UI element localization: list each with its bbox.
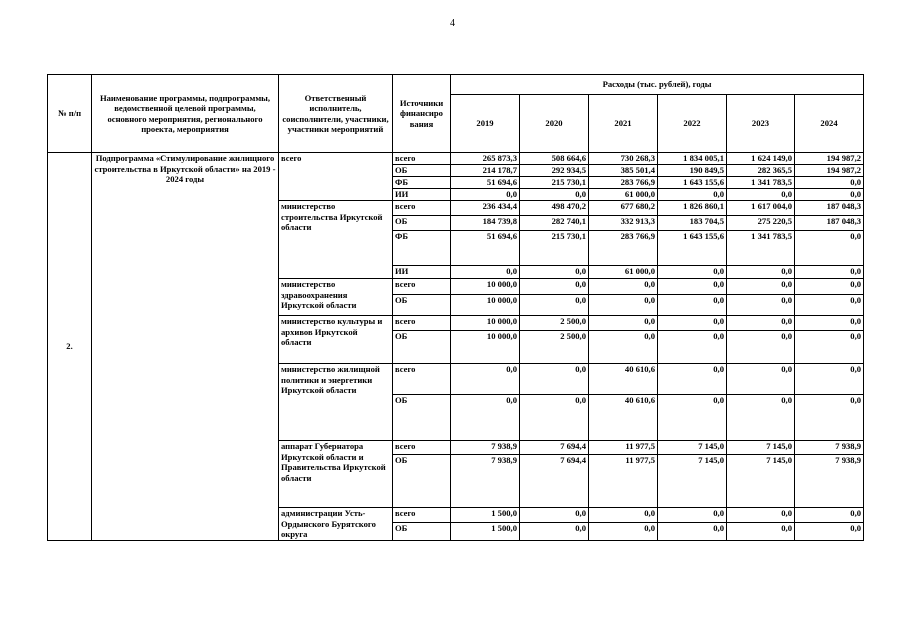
amount-cell: 40 610,6 — [589, 395, 658, 441]
amount-cell: 7 145,0 — [658, 441, 727, 455]
amount-cell: 183 704,5 — [658, 216, 727, 231]
executor-cell: всего — [279, 153, 393, 201]
source-cell: ОБ — [393, 295, 451, 316]
amount-cell: 0,0 — [451, 395, 520, 441]
amount-cell: 51 694,6 — [451, 177, 520, 189]
table-body — [48, 153, 864, 541]
source-cell: всего — [393, 153, 451, 165]
amount-cell: 215 730,1 — [520, 177, 589, 189]
budget-table — [47, 74, 864, 541]
amount-cell: 0,0 — [795, 331, 864, 364]
amount-cell: 282 740,1 — [520, 216, 589, 231]
amount-cell: 0,0 — [795, 395, 864, 441]
amount-cell: 0,0 — [589, 279, 658, 295]
source-cell: ОБ — [393, 331, 451, 364]
amount-cell: 190 849,5 — [658, 165, 727, 177]
amount-cell: 0,0 — [451, 266, 520, 279]
amount-cell: 275 220,5 — [727, 216, 795, 231]
amount-cell: 0,0 — [795, 316, 864, 331]
header-year: 2024 — [795, 95, 864, 153]
amount-cell: 0,0 — [520, 295, 589, 316]
header-executor: Ответственный исполнитель, соисполнители, участники, участники мероприятий — [279, 75, 393, 153]
amount-cell: 1 341 783,5 — [727, 177, 795, 189]
table-row — [48, 153, 864, 165]
amount-cell: 51 694,6 — [451, 231, 520, 266]
amount-cell: 282 365,5 — [727, 165, 795, 177]
amount-cell: 1 834 005,1 — [658, 153, 727, 165]
amount-cell: 187 048,3 — [795, 201, 864, 216]
header-number: № п/п — [48, 75, 92, 153]
amount-cell: 0,0 — [451, 364, 520, 395]
amount-cell: 61 000,0 — [589, 266, 658, 279]
executor-cell: министерство жилищной политики и энергетики Иркутской области — [279, 364, 393, 441]
header-year: 2020 — [520, 95, 589, 153]
amount-cell: 7 938,9 — [795, 441, 864, 455]
amount-cell: 0,0 — [795, 523, 864, 540]
amount-cell: 0,0 — [658, 189, 727, 201]
amount-cell: 0,0 — [589, 295, 658, 316]
amount-cell: 7 694,4 — [520, 441, 589, 455]
amount-cell: 0,0 — [727, 295, 795, 316]
amount-cell: 0,0 — [658, 295, 727, 316]
row-number: 2. — [48, 153, 92, 541]
amount-cell: 1 643 155,6 — [658, 231, 727, 266]
amount-cell: 11 977,5 — [589, 441, 658, 455]
amount-cell: 10 000,0 — [451, 279, 520, 295]
amount-cell: 0,0 — [727, 523, 795, 540]
header-expenses: Расходы (тыс. рублей), годы — [451, 75, 864, 95]
executor-cell: министерство здравоохранения Иркутской области — [279, 279, 393, 316]
amount-cell: 187 048,3 — [795, 216, 864, 231]
executor-cell: аппарат Губернатора Иркутской области и Правительства Иркутской области — [279, 441, 393, 508]
amount-cell: 10 000,0 — [451, 331, 520, 364]
executor-cell: министерство строительства Иркутской области — [279, 201, 393, 279]
amount-cell: 0,0 — [520, 189, 589, 201]
amount-cell: 1 500,0 — [451, 508, 520, 523]
page-number: 4 — [450, 18, 455, 29]
amount-cell: 1 341 783,5 — [727, 231, 795, 266]
amount-cell: 292 934,5 — [520, 165, 589, 177]
amount-cell: 2 500,0 — [520, 331, 589, 364]
amount-cell: 0,0 — [658, 316, 727, 331]
amount-cell: 1 624 149,0 — [727, 153, 795, 165]
amount-cell: 0,0 — [589, 316, 658, 331]
header-year: 2019 — [451, 95, 520, 153]
amount-cell: 10 000,0 — [451, 295, 520, 316]
amount-cell: 0,0 — [520, 395, 589, 441]
amount-cell: 0,0 — [727, 395, 795, 441]
amount-cell: 11 977,5 — [589, 455, 658, 508]
amount-cell: 0,0 — [520, 523, 589, 540]
amount-cell: 7 145,0 — [727, 455, 795, 508]
header-name: Наименование программы, подпрограммы, ведомственной целевой программы, основного мероприятия, регионального проекта, мероприятия — [92, 75, 279, 153]
amount-cell: 1 826 860,1 — [658, 201, 727, 216]
source-cell: ФБ — [393, 177, 451, 189]
amount-cell: 0,0 — [589, 508, 658, 523]
amount-cell: 498 470,2 — [520, 201, 589, 216]
source-cell: всего — [393, 201, 451, 216]
source-cell: всего — [393, 441, 451, 455]
executor-cell: администрации Усть-Ордынского Бурятского округа — [279, 508, 393, 541]
amount-cell: 2 500,0 — [520, 316, 589, 331]
amount-cell: 0,0 — [727, 189, 795, 201]
header-year: 2021 — [589, 95, 658, 153]
amount-cell: 0,0 — [451, 189, 520, 201]
header-sources: Источники финансиро вания — [393, 75, 451, 153]
source-cell: всего — [393, 364, 451, 395]
amount-cell: 0,0 — [795, 295, 864, 316]
amount-cell: 0,0 — [658, 266, 727, 279]
amount-cell: 194 987,2 — [795, 165, 864, 177]
amount-cell: 0,0 — [520, 266, 589, 279]
amount-cell: 730 268,3 — [589, 153, 658, 165]
source-cell: всего — [393, 316, 451, 331]
amount-cell: 0,0 — [589, 523, 658, 540]
amount-cell: 508 664,6 — [520, 153, 589, 165]
source-cell: ОБ — [393, 455, 451, 508]
amount-cell: 677 680,2 — [589, 201, 658, 216]
amount-cell: 7 694,4 — [520, 455, 589, 508]
amount-cell: 0,0 — [795, 177, 864, 189]
source-cell: ОБ — [393, 216, 451, 231]
amount-cell: 236 434,4 — [451, 201, 520, 216]
source-cell: всего — [393, 279, 451, 295]
amount-cell: 194 987,2 — [795, 153, 864, 165]
amount-cell: 0,0 — [795, 279, 864, 295]
amount-cell: 265 873,3 — [451, 153, 520, 165]
amount-cell: 7 938,9 — [451, 455, 520, 508]
amount-cell: 7 145,0 — [658, 455, 727, 508]
source-cell: ФБ — [393, 231, 451, 266]
source-cell: всего — [393, 508, 451, 523]
amount-cell: 0,0 — [727, 266, 795, 279]
amount-cell: 385 501,4 — [589, 165, 658, 177]
program-name: Подпрограмма «Стимулирование жилищного строительства в Иркутской области» на 2019 - 2024 годы — [92, 153, 279, 541]
source-cell: ИИ — [393, 189, 451, 201]
amount-cell: 7 145,0 — [727, 441, 795, 455]
amount-cell: 0,0 — [727, 508, 795, 523]
amount-cell: 0,0 — [727, 364, 795, 395]
amount-cell: 0,0 — [658, 523, 727, 540]
amount-cell: 332 913,3 — [589, 216, 658, 231]
source-cell: ОБ — [393, 165, 451, 177]
amount-cell: 0,0 — [727, 279, 795, 295]
amount-cell: 10 000,0 — [451, 316, 520, 331]
amount-cell: 0,0 — [727, 316, 795, 331]
amount-cell: 0,0 — [658, 279, 727, 295]
amount-cell: 283 766,9 — [589, 177, 658, 189]
amount-cell: 0,0 — [795, 231, 864, 266]
amount-cell: 1 643 155,6 — [658, 177, 727, 189]
source-cell: ИИ — [393, 266, 451, 279]
amount-cell: 0,0 — [658, 508, 727, 523]
amount-cell: 184 739,8 — [451, 216, 520, 231]
source-cell: ОБ — [393, 395, 451, 441]
amount-cell: 0,0 — [520, 508, 589, 523]
amount-cell: 0,0 — [795, 364, 864, 395]
amount-cell: 0,0 — [658, 331, 727, 364]
amount-cell: 40 610,6 — [589, 364, 658, 395]
amount-cell: 7 938,9 — [451, 441, 520, 455]
amount-cell: 0,0 — [658, 364, 727, 395]
amount-cell: 215 730,1 — [520, 231, 589, 266]
amount-cell: 0,0 — [795, 266, 864, 279]
amount-cell: 0,0 — [795, 508, 864, 523]
amount-cell: 61 000,0 — [589, 189, 658, 201]
amount-cell: 7 938,9 — [795, 455, 864, 508]
amount-cell: 214 178,7 — [451, 165, 520, 177]
amount-cell: 0,0 — [658, 395, 727, 441]
amount-cell: 0,0 — [589, 331, 658, 364]
amount-cell: 283 766,9 — [589, 231, 658, 266]
amount-cell: 0,0 — [520, 364, 589, 395]
header-year: 2023 — [727, 95, 795, 153]
amount-cell: 0,0 — [795, 189, 864, 201]
amount-cell: 1 617 004,0 — [727, 201, 795, 216]
source-cell: ОБ — [393, 523, 451, 540]
amount-cell: 1 500,0 — [451, 523, 520, 540]
amount-cell: 0,0 — [520, 279, 589, 295]
header-year: 2022 — [658, 95, 727, 153]
executor-cell: министерство культуры и архивов Иркутской области — [279, 316, 393, 364]
amount-cell: 0,0 — [727, 331, 795, 364]
